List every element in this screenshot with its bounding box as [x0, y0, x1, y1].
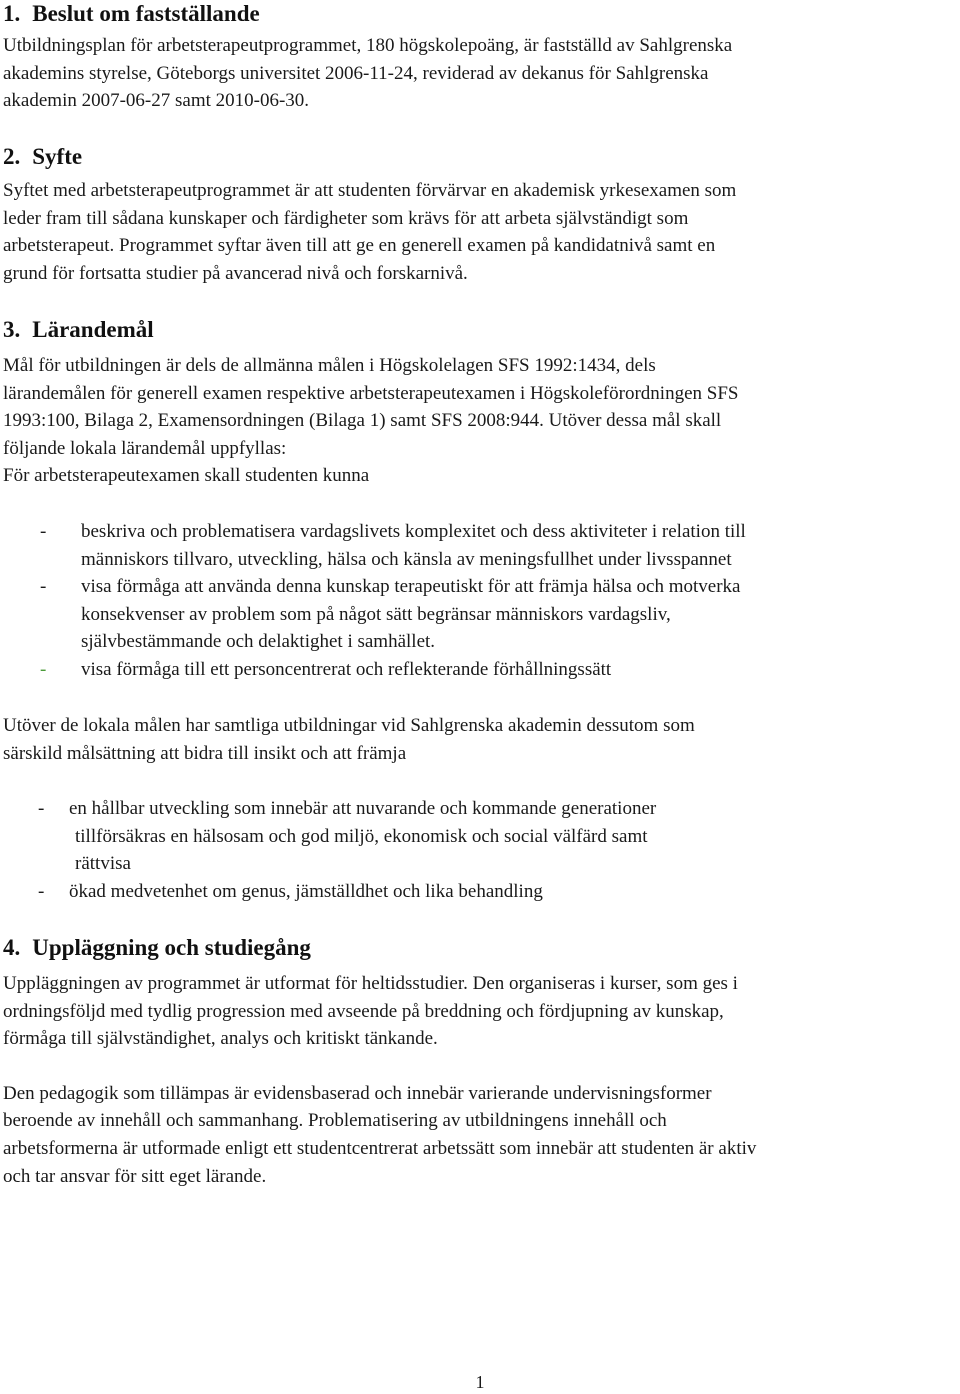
learning-goals-list — [3, 518, 958, 684]
list-dash: - — [38, 880, 45, 902]
section-3-title: Lärandemål — [32, 317, 154, 342]
section-4-title: Uppläggning och studiegång — [32, 935, 311, 960]
list-item — [3, 518, 958, 573]
section-2-heading — [3, 143, 958, 171]
section-3 — [3, 316, 958, 490]
list-item-line: rättvisa — [75, 853, 131, 875]
list-item-line: visa förmåga att använda denna kunskap terapeutiskt för att främja hälsa och motverka — [81, 576, 741, 598]
list-item-line: självbestämmande och delaktighet i samhället. — [81, 631, 436, 653]
list-item-line: konsekvenser av problem som på något sätt begränsar människors vardagsliv, — [81, 603, 671, 625]
section-4-line: förmåga till självständighet, analys och kritiskt tänkande. — [3, 1028, 438, 1050]
list-dash: - — [40, 521, 47, 542]
section-1-line: akademins styrelse, Göteborgs universitet 2006-11-24, reviderad av dekanus för Sahlgrenska — [3, 62, 709, 84]
section-1-number: 1. — [3, 1, 21, 26]
list-item — [3, 656, 958, 684]
section-3-line: Mål för utbildningen är dels de allmänna målen i Högskolelagen SFS 1992:1434, dels — [3, 355, 656, 376]
list-item-line: beskriva och problematisera vardagslivets komplexitet och dess aktiviteter i relation till — [81, 521, 746, 542]
section-4-line: Uppläggningen av programmet är utformat för heltidsstudier. Den organiseras i kurser, som ges i — [3, 973, 738, 994]
section-4-line: beroende av innehåll och sammanhang. Problematisering av utbildningens innehåll och — [3, 1110, 667, 1132]
section-1-heading — [3, 0, 958, 28]
section-4-line: ordningsföljd med tydlig progression med avseende på breddning och fördjupning av kunskap, — [3, 1000, 724, 1022]
section-4 — [3, 934, 958, 1190]
section-4-line: arbetsformerna är utformade enligt ett studentcentrerat arbetssätt som innebär att studenten är aktiv — [3, 1137, 757, 1159]
section-1-line: Utbildningsplan för arbetsterapeutprogrammet, 180 högskolepoäng, är fastställd av Sahlgrenska — [3, 35, 733, 56]
list-item-line: ökad medvetenhet om genus, jämställdhet och lika behandling — [69, 880, 543, 902]
section-2-title: Syfte — [32, 144, 83, 169]
paragraph-line: särskild målsättning att bidra till insikt och att främja — [3, 742, 407, 764]
section-2 — [3, 143, 958, 287]
academy-goals-list — [3, 795, 958, 905]
list-item — [3, 573, 958, 656]
list-item-line: en hållbar utveckling som innebär att nuvarande och kommande generationer — [69, 798, 657, 819]
section-3-line: följande lokala lärandemål uppfyllas: — [3, 437, 287, 459]
list-item-line: människors tillvaro, utveckling, hälsa och känsla av meningsfullhet under livsspannet — [81, 548, 732, 570]
section-1-title: Beslut om fastställande — [32, 1, 260, 26]
section-3-line: För arbetsterapeutexamen skall studenten kunna — [3, 465, 370, 487]
paragraph-line: Utöver de lokala målen har samtliga utbildningar vid Sahlgrenska akademin dessutom som — [3, 715, 695, 736]
section-3-line: 1993:100, Bilaga 2, Examensordningen (Bilaga 1) samt SFS 2008:944. Utöver dessa mål skall — [3, 410, 722, 432]
section-4-line: Den pedagogik som tillämpas är evidensbaserad och innebär varierande undervisningsformer — [3, 1082, 712, 1104]
section-3-heading — [3, 316, 958, 344]
section-4-number: 4. — [3, 935, 21, 960]
section-3-number: 3. — [3, 317, 21, 342]
section-3-line: lärandemålen för generell examen respektive arbetsterapeutexamen i Högskoleförordningen SFS — [3, 382, 739, 404]
list-item — [3, 795, 958, 878]
section-2-line: grund för fortsatta studier på avancerad nivå och forskarnivå. — [3, 262, 468, 284]
section-2-number: 2. — [3, 144, 21, 169]
section-2-line: arbetsterapeut. Programmet syftar även till att ge en generell examen på kandidatnivå samt en — [3, 235, 716, 257]
list-dash: - — [38, 798, 45, 819]
academy-goals-intro — [3, 712, 958, 767]
section-1 — [3, 0, 958, 115]
list-dash: - — [40, 576, 47, 598]
page-number: 1 — [475, 1372, 485, 1392]
section-2-line: leder fram till sådana kunskaper och färdigheter som krävs för att arbeta självständigt som — [3, 207, 689, 229]
section-1-line: akademin 2007-06-27 samt 2010-06-30. — [3, 90, 310, 112]
section-2-line: Syftet med arbetsterapeutprogrammet är att studenten förvärvar en akademisk yrkesexamen som — [3, 180, 737, 201]
list-dash: - — [40, 658, 47, 680]
section-4-heading — [3, 934, 958, 962]
list-item-line: tillförsäkras en hälsosam och god miljö, ekonomisk och social välfärd samt — [75, 825, 648, 847]
list-item-line: visa förmåga till ett personcentrerat och reflekterande förhållningssätt — [81, 658, 612, 680]
list-item — [3, 878, 958, 906]
section-4-line: och tar ansvar för sitt eget lärande. — [3, 1165, 267, 1187]
